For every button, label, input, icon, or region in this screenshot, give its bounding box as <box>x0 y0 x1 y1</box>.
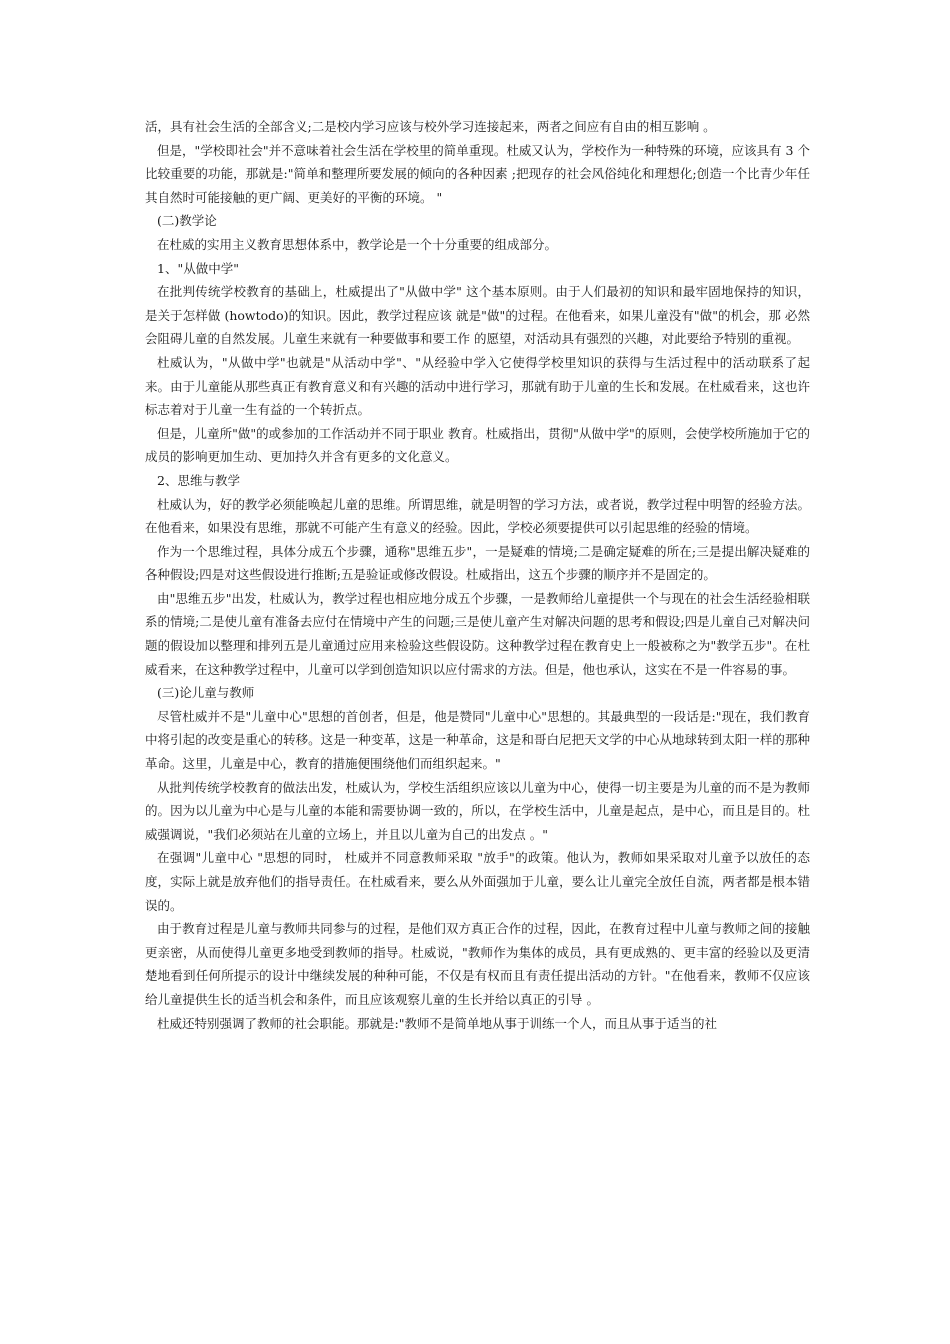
subheading-learning-by-doing: 1、"从做中学" <box>157 260 239 276</box>
paragraph-14: 从批判传统学校教育的做法出发，杜威认为，学校生活组织应该以儿童为中心，使得一切主要是为儿童的而不是为教师的。因为以儿童为中心是与儿童的本能和需要协调一致的，所以，在学校生活中，儿童是起点，是中心，而且是目的。杜威强调说，"我们必须站在儿童的立场上，并且以儿童为自己的出发点 。" <box>145 779 810 842</box>
paragraph-15: 在强调"儿童中心 "思想的同时， 杜威并不同意教师采取 "放手"的政策。他认为，教师如果采取对儿童予以放任的态度，实际上就是放弃他们的指导责任。在杜威看来，要么从外面强加于儿童，要么让儿童完全放任自流，两者都是根本错误的。 <box>145 850 810 913</box>
paragraph-11: 由"思维五步"出发，杜威认为，教学过程也相应地分成五个步骤，一是教师给儿童提供一个与现在的社会生活经验相联系的情境;二是使儿童有准备去应付在情境中产生的问题;三是使儿童产生对解决问题的思考和假设;四是儿童自己对解决问题的假设加以整理和排列五是儿童通过应用来检验这些假设防。这种教学过程在教育史上一般被称之为"教学五步"。在杜威看来，在这种教学过程中，儿童可以学到创造知识以应付需求的方法。但是，他也承认，这实在不是一件容易的事。 <box>145 590 810 677</box>
paragraph-3: 在杜威的实用主义教育思想体系中，教学论是一个十分重要的组成部分。 <box>157 236 558 252</box>
paragraph-6: 杜威认为，"从做中学"也就是"从活动中学"、"从经验中学入它使得学校里知识的获得与生活过程中的活动联系了起来。由于儿童能从那些真正有教育意义和有兴趣的活动中进行学习，那就有助于儿童的生长和发展。在杜威看来，这也许标志着对于儿童一生有益的一个转折点。 <box>145 354 810 418</box>
paragraph-7: 但是，儿童所"做"的或参加的工作活动并不同于职业 教育。杜威指出，贯彻"从做中学"的原则，会使学校所施加于它的成员的影响更加生动、更加持久并含有更多的文化意义。 <box>145 425 810 465</box>
subheading-thinking-teaching: 2、思维与教学 <box>157 472 240 488</box>
paragraph-9: 杜威认为，好的教学必须能唤起儿童的思维。所谓思维，就是明智的学习方法，或者说，教学过程中明智的经验方法。在他看来，如果没有思维，那就不可能产生有意义的经验。因此，学校必须要提供可以引起思维的经验的情境。 <box>145 496 810 536</box>
section-heading-children-teachers: (三)论儿童与教师 <box>157 685 255 701</box>
paragraph-0: 活，具有社会生活的全部含义;二是校内学习应该与校外学习连接起来，两者之间应有自由的相互影响 。 <box>145 119 716 134</box>
section-heading-teaching: (二)教学论 <box>157 213 217 229</box>
paragraph-5: 在批判传统学校教育的基础上，杜威提出了"从做中学" 这个基本原则。由于人们最初的知识和最牢固地保持的知识， 是关于怎样做 (howtodo)的知识。因此，教学过程应该 就是"做"的过程。在他看来，如果儿童没有"做"的机会，那 必然会阻碍儿童的自然发展。儿童生来就有一种要做事和要工作 的愿望，对活动具有强烈的兴趣，对此要给予特别的重视。 <box>145 284 810 347</box>
paragraph-13: 尽管杜威并不是"儿童中心"思想的首创者，但是，他是赞同"儿童中心"思想的。其最典型的一段话是:"现在，我们教育中将引起的改变是重心的转移。这是一种变革，这是一种革命，这是和哥白尼把天文学的中心从地球转到太阳一样的那种革命。这里，儿童是中心，教育的措施便围绕他们而组织起来。" <box>145 708 810 772</box>
paragraph-1: 但是，"学校即社会"并不意味着社会生活在学校里的简单重现。杜威又认为，学校作为一种特殊的环境，应该具有 3 个比较重要的功能，那就是:"简单和整理所要发展的倾向的各种因素 ;把现存的社会风俗纯化和理想化;创造一个比青少年任其自然时可能接触的更广阔、更美好的平衡的环境。 " <box>145 142 810 205</box>
paragraph-10: 作为一个思维过程，具体分成五个步骤，通称"思维五步"，一是疑难的情境;二是确定疑难的所在;三是提出解决疑难的各种假设;四是对这些假设进行推断;五是验证或修改假设。杜威指出，这五个步骤的顺序并不是固定的。 <box>145 543 810 583</box>
paragraph-16: 由于教育过程是儿童与教师共同参与的过程，是他们双方真正合作的过程，因此，在教育过程中儿童与教师之间的接触更亲密，从而使得儿童更多地受到教师的指导。杜威说，"教师作为集体的成员，具有更成熟的、更丰富的经验以及更清楚地看到任何所提示的设计中继续发展的种种可能，不仅是有权而且有责任提出活动的方针。"在他看来，教师不仅应该给儿童提供生长的适当机会和条件，而且应该观察儿童的生长并给以真正的引导 。 <box>145 921 810 1007</box>
paragraph-17: 杜威还特别强调了教师的社会职能。那就是:"教师不是简单地从事于训练一个人，而且从事于适当的社 <box>157 1015 717 1031</box>
document-body <box>145 115 810 1035</box>
